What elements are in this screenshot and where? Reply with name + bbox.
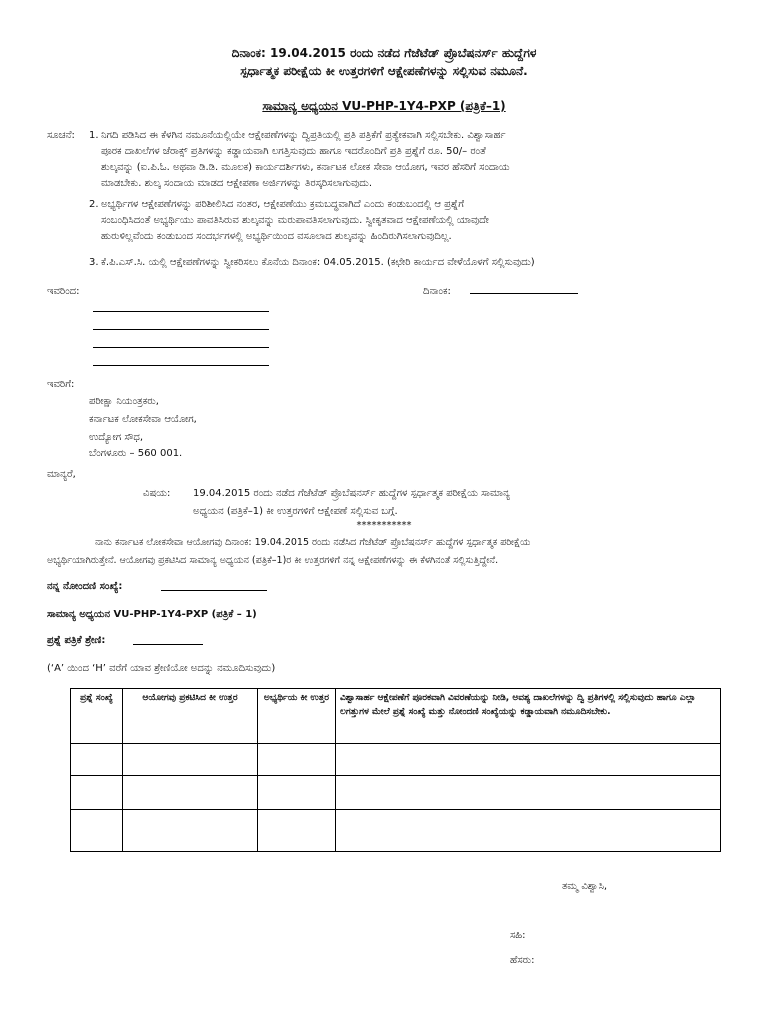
to-address-4: ಬೆಂಗಳೂರು – 560 001. [89,448,183,459]
col-header-explanation: ವಿಶ್ವಾಸಾರ್ಹ ಆಕ್ಷೇಪಣೆಗೆ ಪೂರಕವಾಗಿ ವಿವರಣೆಯನ್ನು ನೀಡಿ, ಅವಶ್ಯ ದಾಖಲೆಗಳನ್ನು ದ್ವಿ ಪ್ರತಿಗಳಲ್ಲಿ ಸಲ್ಲಿಸುವುದು ಹಾಗೂ ಎಲ್ಲಾ ಲಗತ್ತುಗಳ ಮೇಲೆ ಪ್ರಶ್ನೆ ಸಂಖ್ಯೆ ಮತ್ತು ನೋಂದಣಿ ಸಂಖ್ಯೆಯನ್ನು ಕಡ್ಡಾಯವಾಗಿ ನಮೂದಿಸಬೇಕು. [336,689,721,744]
table-header-row [71,689,721,744]
subject-line2: ಅಧ್ಯಯನ (ಪತ್ರಿಕೆ–1) ಕೀ ಉತ್ತರಗಳಿಗೆ ಆಕ್ಷೇಪಣೆ ಸಲ್ಲಿಸುವ ಬಗ್ಗೆ. [193,506,398,517]
note2-line3: ಹುರುಳಿಲ್ಲವೆಂದು ಕಂಡುಬಂದ ಸಂದರ್ಭಗಳಲ್ಲಿ ಅಭ್ಯರ್ಥಿಯಿಂದ ವಸೂಲಾದ ಶುಲ್ಕವನ್ನು ಹಿಂದಿರುಗಿಸಲಾಗುವುದಿಲ್ಲ. [101,231,452,242]
paper-label: ಸಾಮಾನ್ಯ ಅಧ್ಯಯನ VU-PHP-1Y4-PXP (ಪತ್ರಿಕೆ – 1) [47,609,257,620]
col-header-official-key: ಆಯೋಗವು ಪ್ರಕಟಿಸಿದ ಕೀ ಉತ್ತರ [123,689,258,744]
date-label: ದಿನಾಂಕ: [423,286,451,297]
from-label: ಇವರಿಂದ: [47,286,80,297]
name-label: ಹೆಸರು: [510,955,535,966]
reg-number-field[interactable] [161,590,267,591]
from-line-1[interactable] [93,311,269,312]
subject-line1: 19.04.2015 ರಂದು ನಡೆದ ಗೆಜೆಟೆಡ್ ಪ್ರೊಬೆಷನರ್ಸ್ ಹುದ್ದೆಗಳ ಸ್ಪರ್ಧಾತ್ಮಕ ಪರೀಕ್ಷೆಯ ಸಾಮಾನ್ಯ [193,488,510,499]
objection-table [70,688,721,852]
note1-line1: ನಿಗದಿ ಪಡಿಸಿದ ಈ ಕೆಳಗಿನ ನಮೂನೆಯಲ್ಲಿಯೇ ಆಕ್ಷೇಪಣೆಗಳನ್ನು ದ್ವಿಪ್ರತಿಯಲ್ಲಿ ಪ್ರತಿ ಪತ್ರಿಕೆಗೆ ಪ್ರತ್ಯೇಕವಾಗಿ ಸಲ್ಲಿಸಬೇಕು. ವಿಶ್ವಾಸಾರ್ಹ [101,130,506,141]
body-line2: ಅಭ್ಯರ್ಥಿಯಾಗಿರುತ್ತೇನೆ. ಆಯೋಗವು ಪ್ರಕಟಿಸಿದ ಸಾಮಾನ್ಯ ಅಧ್ಯಯನ (ಪತ್ರಿಕೆ–1)ರ ಕೀ ಉತ್ತರಗಳಿಗೆ ನನ್ನ ಆಕ್ಷೇಪಣೆಗಳನ್ನು ಈ ಕೆಳಗಿನಂತೆ ಸಲ್ಲಿಸುತ್ತಿದ್ದೇನೆ. [47,555,499,566]
note2-line1: ಅಭ್ಯರ್ಥಿಗಳ ಆಕ್ಷೇಪಣೆಗಳನ್ನು ಪರಿಶೀಲಿಸಿದ ನಂತರ, ಆಕ್ಷೇಪಣೆಯು ಕ್ರಮಬದ್ಧವಾಗಿದೆ ಎಂದು ಕಂಡುಬಂದಲ್ಲಿ ಆ ಪ್ರಶ್ನೆಗೆ [101,199,465,210]
from-line-2[interactable] [93,329,269,330]
salutation: ಮಾನ್ಯರೆ, [47,469,76,480]
note2-line2: ಸಂಬಂಧಿಸಿದಂತೆ ಅಭ್ಯರ್ಥಿಯು ಪಾವತಿಸಿರುವ ಶುಲ್ಕವನ್ನು ಮರುಪಾವತಿಸಲಾಗುವುದು. ಸ್ವೀಕೃತವಾದ ಆಕ್ಷೇಪಣೆಯಲ್ಲಿ ಯಾವುದೇ [101,215,489,226]
notes-label: ಸೂಚನೆ: [47,130,75,141]
to-address-3: ಉದ್ಯೋಗ ಸೌಧ, [89,432,144,443]
note3-num: 3. [89,257,99,268]
to-address-2: ಕರ್ನಾಟಕ ಲೋಕಸೇವಾ ಆಯೋಗ, [89,414,197,425]
closing-yours: ತಮ್ಮ ವಿಶ್ವಾಸಿ, [562,881,608,892]
table-row[interactable] [71,776,721,810]
header-line2: ಸ್ಪರ್ಧಾತ್ಮಕ ಪರೀಕ್ಷೆಯ ಕೀ ಉತ್ತರಗಳಿಗೆ ಆಕ್ಷೇಪಣೆಗಳನ್ನು ಸಲ್ಲಿಸುವ ನಮೂನೆ. [240,64,528,78]
table-row[interactable] [71,744,721,776]
note1-line3: ಶುಲ್ಕವನ್ನು (ಐ.ಪಿ.ಓ. ಅಥವಾ ಡಿ.ಡಿ. ಮೂಲಕ) ಕಾರ್ಯದರ್ಶಿಗಳು, ಕರ್ನಾಟಕ ಲೋಕ ಸೇವಾ ಆಯೋಗ, ಇವರ ಹೆಸರಿಗೆ ಸಂದಾಯ [101,162,510,173]
note3-line1: ಕೆ.ಪಿ.ಎಸ್.ಸಿ. ಯಲ್ಲಿ ಆಕ್ಷೇಪಣೆಗಳನ್ನು ಸ್ವೀಕರಿಸಲು ಕೊನೆಯ ದಿನಾಂಕ: 04.05.2015. (ಕಛೇರಿ ಕಾರ್ಯದ ವೇಳೆಯೊಳಗೆ ಸಲ್ಲಿಸುವುದು) [101,257,535,268]
note1-line4: ಮಾಡಬೇಕು. ಶುಲ್ಕ ಸಂದಾಯ ಮಾಡದ ಆಕ್ಷೇಪಣಾ ಅರ್ಜಿಗಳನ್ನು ತಿರಸ್ಕರಿಸಲಾಗುವುದು. [101,178,373,189]
note1-num: 1. [89,130,99,141]
header-line1: ದಿನಾಂಕ: 19.04.2015 ರಂದು ನಡೆದ ಗೆಜೆಟೆಡ್ ಪ್ರೊಬೆಷನರ್ಸ್ ಹುದ್ದೆಗಳ [231,46,537,60]
body-line1: ನಾನು ಕರ್ನಾಟಕ ಲೋಕಸೇವಾ ಆಯೋಗವು ದಿನಾಂಕ: 19.04.2015 ರಂದು ನಡೆಸಿದ ಗೆಜೆಟೆಡ್ ಪ್ರೊಬೆಷನರ್ಸ್ ಹುದ್ದೆಗಳ ಸ್ಪರ್ಧಾತ್ಮಕ ಪರೀಕ್ಷೆಯ [95,537,531,548]
note2-num: 2. [89,199,99,210]
series-note: (‘A’ ಯಿಂದ ‘H’ ವರೆಗೆ ಯಾವ ಶ್ರೇಣಿಯೋ ಅದನ್ನು ನಮೂದಿಸುವುದು) [47,663,276,674]
subject-label: ವಿಷಯ: [143,488,171,499]
from-line-3[interactable] [93,347,269,348]
reg-label: ನನ್ನ ನೋಂದಣಿ ಸಂಖ್ಯೆ: [47,581,123,592]
col-header-candidate-key: ಅಭ್ಯರ್ಥಿಯ ಕೀ ಉತ್ತರ [258,689,336,744]
signature-label: ಸಹಿ: [510,930,526,941]
series-label: ಪ್ರಶ್ನೆ ಪತ್ರಿಕೆ ಶ್ರೇಣಿ: [47,635,106,646]
note1-line2: ಪೂರಕ ದಾಖಲೆಗಳ ಜೆರಾಕ್ಸ್ ಪ್ರತಿಗಳನ್ನು ಕಡ್ಡಾಯವಾಗಿ ಲಗತ್ತಿಸುವುದು ಹಾಗೂ ಇದರೊಂದಿಗೆ ಪ್ರತಿ ಪ್ರಶ್ನೆಗೆ ರೂ. 50/– ರಂತೆ [101,146,486,157]
page-title: ಸಾಮಾನ್ಯ ಅಧ್ಯಯನ VU-PHP-1Y4-PXP (ಪತ್ರಿಕೆ–1) [262,99,506,113]
to-label: ಇವರಿಗೆ: [47,379,75,390]
to-address-1: ಪರೀಕ್ಷಾ ನಿಯಂತ್ರಕರು, [89,396,159,407]
date-field[interactable] [470,293,578,294]
subject-stars: *********** [356,520,412,531]
col-header-question-no: ಪ್ರಶ್ನೆ ಸಂಖ್ಯೆ [71,689,123,744]
table-row[interactable] [71,810,721,852]
series-field[interactable] [133,644,203,645]
from-line-4[interactable] [93,365,269,366]
